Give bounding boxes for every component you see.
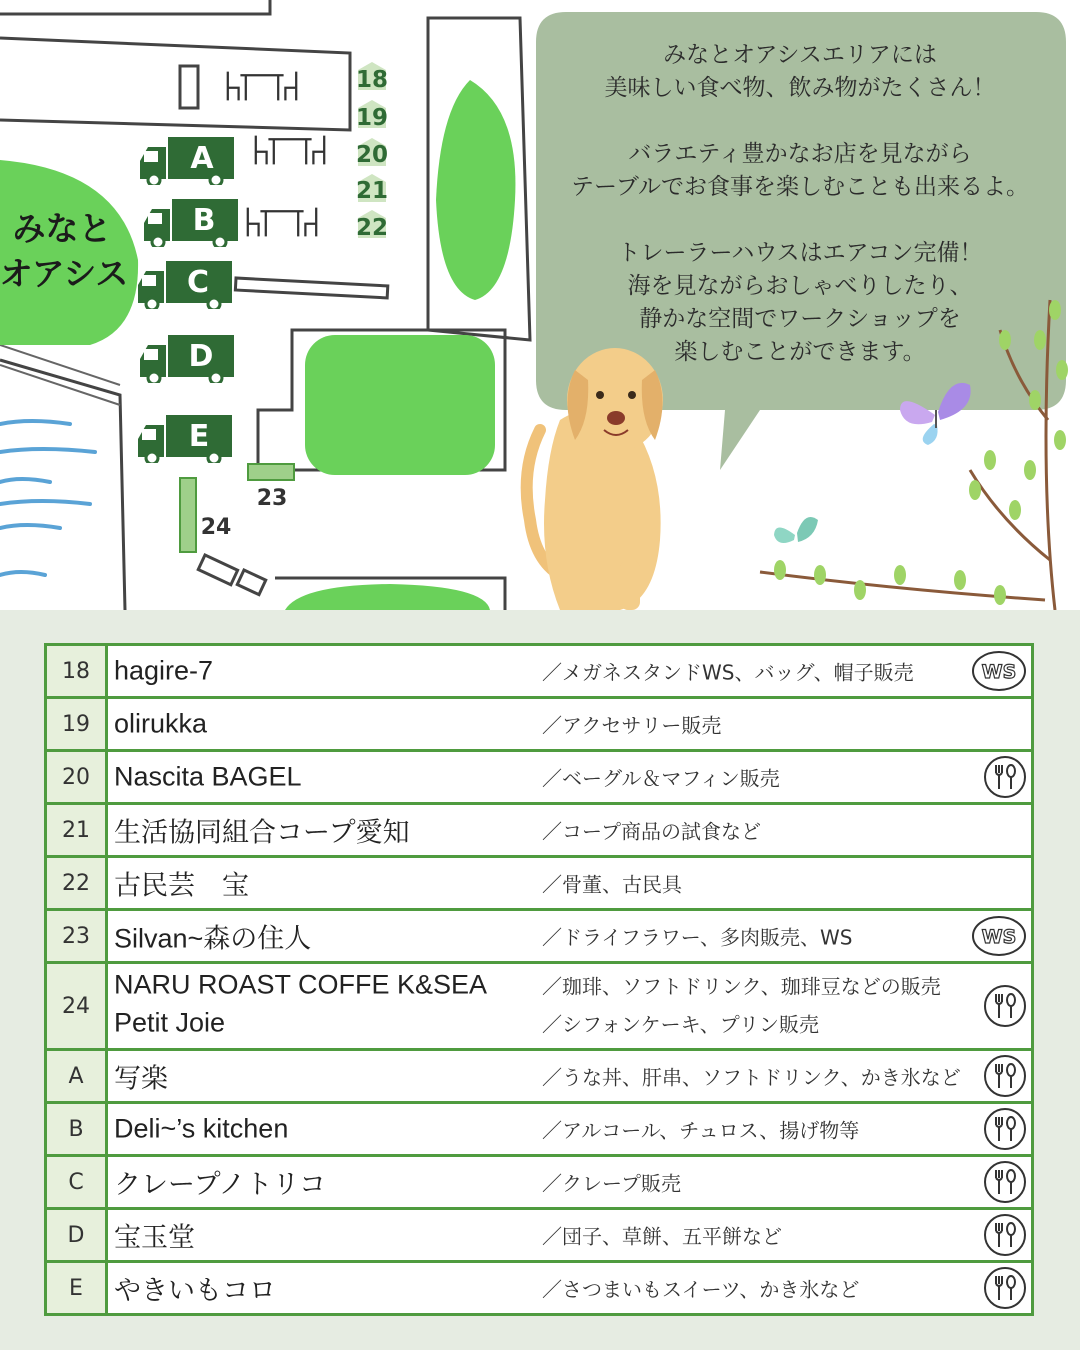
bubble-line: バラエティ豊かなお店を見ながら xyxy=(628,141,972,167)
bubble-line: 美味しい食べ物、飲み物がたくさん！ xyxy=(604,75,996,101)
table-row[interactable] xyxy=(47,1210,1031,1263)
cutlery-icon xyxy=(983,755,1027,799)
food-truck-b[interactable] xyxy=(144,199,238,248)
area-label: オアシス xyxy=(0,254,129,293)
cutlery-icon xyxy=(983,1266,1027,1310)
table-row[interactable] xyxy=(47,964,1031,1051)
spot-23-marker xyxy=(248,464,294,480)
svg-text:WS: WS xyxy=(981,661,1017,683)
table-row[interactable] xyxy=(47,752,1031,805)
shop-name: Deli~’s kitchen xyxy=(114,1113,289,1144)
shop-description: ／団子、草餅、五平餅など xyxy=(542,1224,782,1249)
table-icon xyxy=(228,72,296,101)
row-content xyxy=(108,911,1031,961)
shop-name: hagire-7 xyxy=(114,655,214,686)
lawn-oasis xyxy=(0,160,138,345)
shop-description: ／メガネスタンドWS、バッグ、帽子販売 xyxy=(542,660,914,685)
stall-number: A xyxy=(47,1051,108,1101)
row-content xyxy=(108,646,1031,696)
shop-name: 古民芸 宝 xyxy=(114,870,249,901)
food-truck-d[interactable] xyxy=(140,335,234,384)
stall-number: B xyxy=(47,1104,108,1154)
bubble-line: テーブルでお食事を楽しむことも出来るよ。 xyxy=(571,174,1029,200)
row-content xyxy=(108,858,1031,908)
spot-24-label: 24 xyxy=(200,515,232,540)
table-row[interactable] xyxy=(47,1157,1031,1210)
stall-number: 20 xyxy=(47,752,108,802)
shop-description: ／ドライフラワー、多肉販売、WS xyxy=(542,925,853,950)
svg-text:D: D xyxy=(188,339,214,374)
stall-number: C xyxy=(47,1157,108,1207)
table-row[interactable] xyxy=(47,1104,1031,1157)
food-truck-e[interactable] xyxy=(138,415,232,464)
bubble-line: 楽しむことができます。 xyxy=(674,339,926,365)
shop-description: ／うな丼、肝串、ソフトドリンク、かき氷など xyxy=(542,1065,961,1090)
svg-text:A: A xyxy=(190,141,214,176)
row-content xyxy=(108,1210,1031,1260)
stall-number: 23 xyxy=(47,911,108,961)
table-icon xyxy=(256,136,324,165)
stall-number: 24 xyxy=(47,964,108,1048)
cutlery-icon xyxy=(983,1054,1027,1098)
row-content xyxy=(108,752,1031,802)
table-row[interactable] xyxy=(47,805,1031,858)
shop-description: ／珈琲、ソフトドリンク、珈琲豆などの販売 xyxy=(542,974,941,999)
venue-table xyxy=(44,643,1034,1316)
shop-name: Petit Joie xyxy=(114,1007,226,1038)
svg-text:WS: WS xyxy=(981,926,1017,948)
butterfly-icon xyxy=(774,517,818,543)
cutlery-icon xyxy=(983,1213,1027,1257)
lawn-south xyxy=(285,584,490,610)
svg-text:C: C xyxy=(186,265,210,300)
shop-name: NARU ROAST COFFE K&SEA xyxy=(114,969,488,1000)
stall-number: 18 xyxy=(47,646,108,696)
shop-name: 宝玉堂 xyxy=(114,1222,195,1253)
row-content xyxy=(108,1051,1031,1101)
shop-description: ／アルコール、チュロス、揚げ物等 xyxy=(542,1118,860,1143)
lawn-north xyxy=(436,80,515,300)
shop-name: 生活協同組合コープ愛知 xyxy=(114,817,410,848)
bubble-line: 静かな空間でワークショップを xyxy=(639,306,961,332)
venue-map xyxy=(0,0,1080,610)
stall-number: 19 xyxy=(47,699,108,749)
stall-number: E xyxy=(47,1263,108,1313)
table-row[interactable] xyxy=(47,646,1031,699)
shop-name: やきいもコロ xyxy=(114,1275,276,1306)
cutlery-icon xyxy=(983,984,1027,1028)
svg-text:E: E xyxy=(188,419,210,454)
stall-number-22: 22 xyxy=(355,215,389,241)
food-truck-c[interactable] xyxy=(138,261,232,310)
table-row[interactable] xyxy=(47,1263,1031,1313)
spot-23-label: 23 xyxy=(256,486,288,511)
food-truck-a[interactable] xyxy=(140,137,234,186)
stall-number: D xyxy=(47,1210,108,1260)
row-content xyxy=(108,805,1031,855)
table-row[interactable] xyxy=(47,911,1031,964)
row-content xyxy=(108,1104,1031,1154)
shop-description: ／クレープ販売 xyxy=(542,1171,681,1196)
cutlery-icon xyxy=(983,1160,1027,1204)
table-row[interactable] xyxy=(47,858,1031,911)
shop-name: Nascita BAGEL xyxy=(114,761,302,792)
stall-number-20: 20 xyxy=(355,142,389,168)
shop-name: olirukka xyxy=(114,708,208,739)
shop-description: ／シフォンケーキ、プリン販売 xyxy=(542,1012,819,1037)
bubble-line: 海を見ながらおしゃべりしたり、 xyxy=(627,273,973,299)
lawn-center xyxy=(305,335,495,475)
workshop-badge-icon xyxy=(971,914,1027,958)
water xyxy=(0,421,95,575)
shop-name: クレープノトリコ xyxy=(114,1169,326,1200)
stall-number-18: 18 xyxy=(355,67,389,93)
shop-description: ／コープ商品の試食など xyxy=(542,819,761,844)
stall-number-21: 21 xyxy=(355,178,389,204)
row-content xyxy=(108,964,1031,1048)
shop-description: ／アクセサリー販売 xyxy=(542,713,722,738)
bubble-line: みなとオアシスエリアには xyxy=(663,42,937,68)
spot-24-marker xyxy=(180,478,196,552)
shop-name: 写楽 xyxy=(114,1063,168,1094)
row-content xyxy=(108,1263,1031,1313)
workshop-badge-icon xyxy=(971,649,1027,693)
row-content xyxy=(108,1157,1031,1207)
table-icon xyxy=(248,208,316,237)
table-row[interactable] xyxy=(47,699,1031,752)
shop-name: Silvan~森の住人 xyxy=(114,923,312,954)
shop-description: ／骨董、古民具 xyxy=(542,872,682,897)
shop-description: ／さつまいもスイーツ、かき氷など xyxy=(542,1277,860,1302)
svg-text:B: B xyxy=(192,203,216,238)
bubble-line: トレーラーハウスはエアコン完備！ xyxy=(617,240,983,266)
area-label: みなと xyxy=(12,209,112,248)
shop-description: ／ベーグル＆マフィン販売 xyxy=(542,766,780,791)
cutlery-icon xyxy=(983,1107,1027,1151)
stall-number: 21 xyxy=(47,805,108,855)
stall-number: 22 xyxy=(47,858,108,908)
row-content xyxy=(108,699,1031,749)
stall-number-19: 19 xyxy=(355,105,389,131)
table-row[interactable] xyxy=(47,1051,1031,1104)
